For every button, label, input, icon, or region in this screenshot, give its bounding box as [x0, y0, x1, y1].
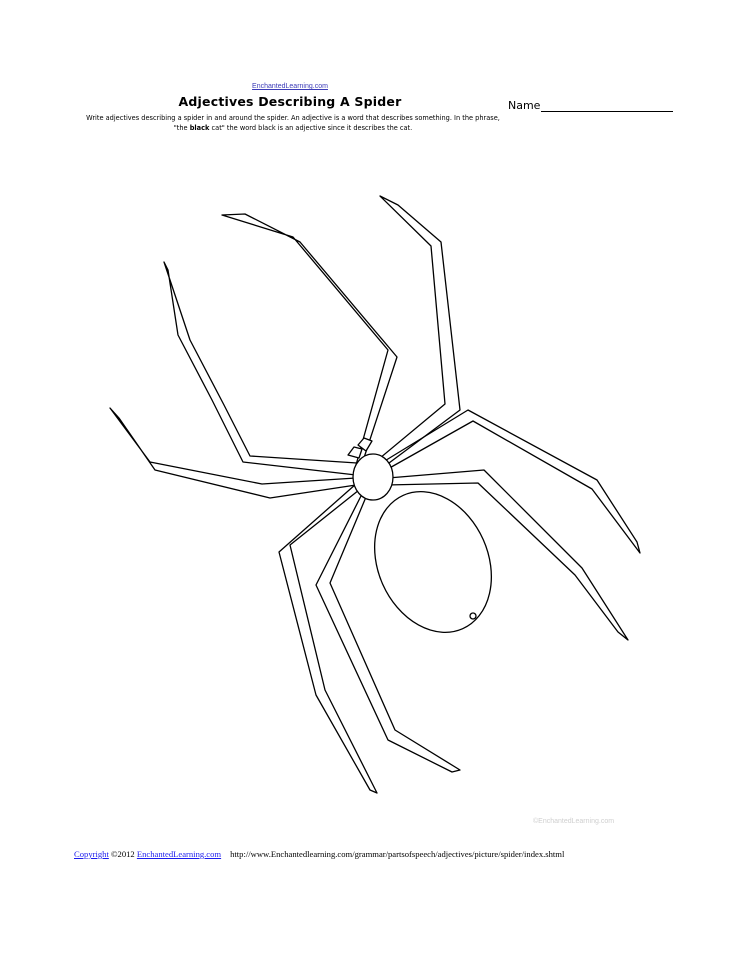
- worksheet-title: Adjectives Describing A Spider: [178, 94, 402, 109]
- site-link[interactable]: EnchantedLearning.com: [252, 83, 328, 90]
- spider-head: [353, 454, 393, 500]
- footer: [74, 849, 564, 859]
- copyright-link[interactable]: Copyright: [74, 849, 109, 859]
- watermark: ©EnchantedLearning.com: [533, 818, 615, 825]
- spider-spinneret: [470, 613, 476, 619]
- instructions-bold-word: black: [189, 124, 210, 132]
- footer-url: http://www.Enchantedlearning.com/grammar/partsofspeech/adjectives/picture/spider/index.shtml: [230, 849, 565, 859]
- spider-leg-4: [279, 484, 377, 793]
- spider-leg-3: [222, 214, 397, 470]
- footer-site-link[interactable]: EnchantedLearning.com: [136, 849, 222, 859]
- instructions-part-2: cat" the word black is an adjective since it describes the cat.: [209, 124, 413, 132]
- spider-fang-left: [348, 447, 362, 458]
- spider-leg-6: [380, 196, 460, 466]
- instructions-part-1: Write adjectives describing a spider in and around the spider. An adjective is a word that describes something. In the phrase, "the: [86, 114, 500, 132]
- copyright-year: ©2012: [108, 849, 137, 859]
- name-label: Name: [508, 99, 541, 112]
- spider-leg-1: [164, 262, 357, 475]
